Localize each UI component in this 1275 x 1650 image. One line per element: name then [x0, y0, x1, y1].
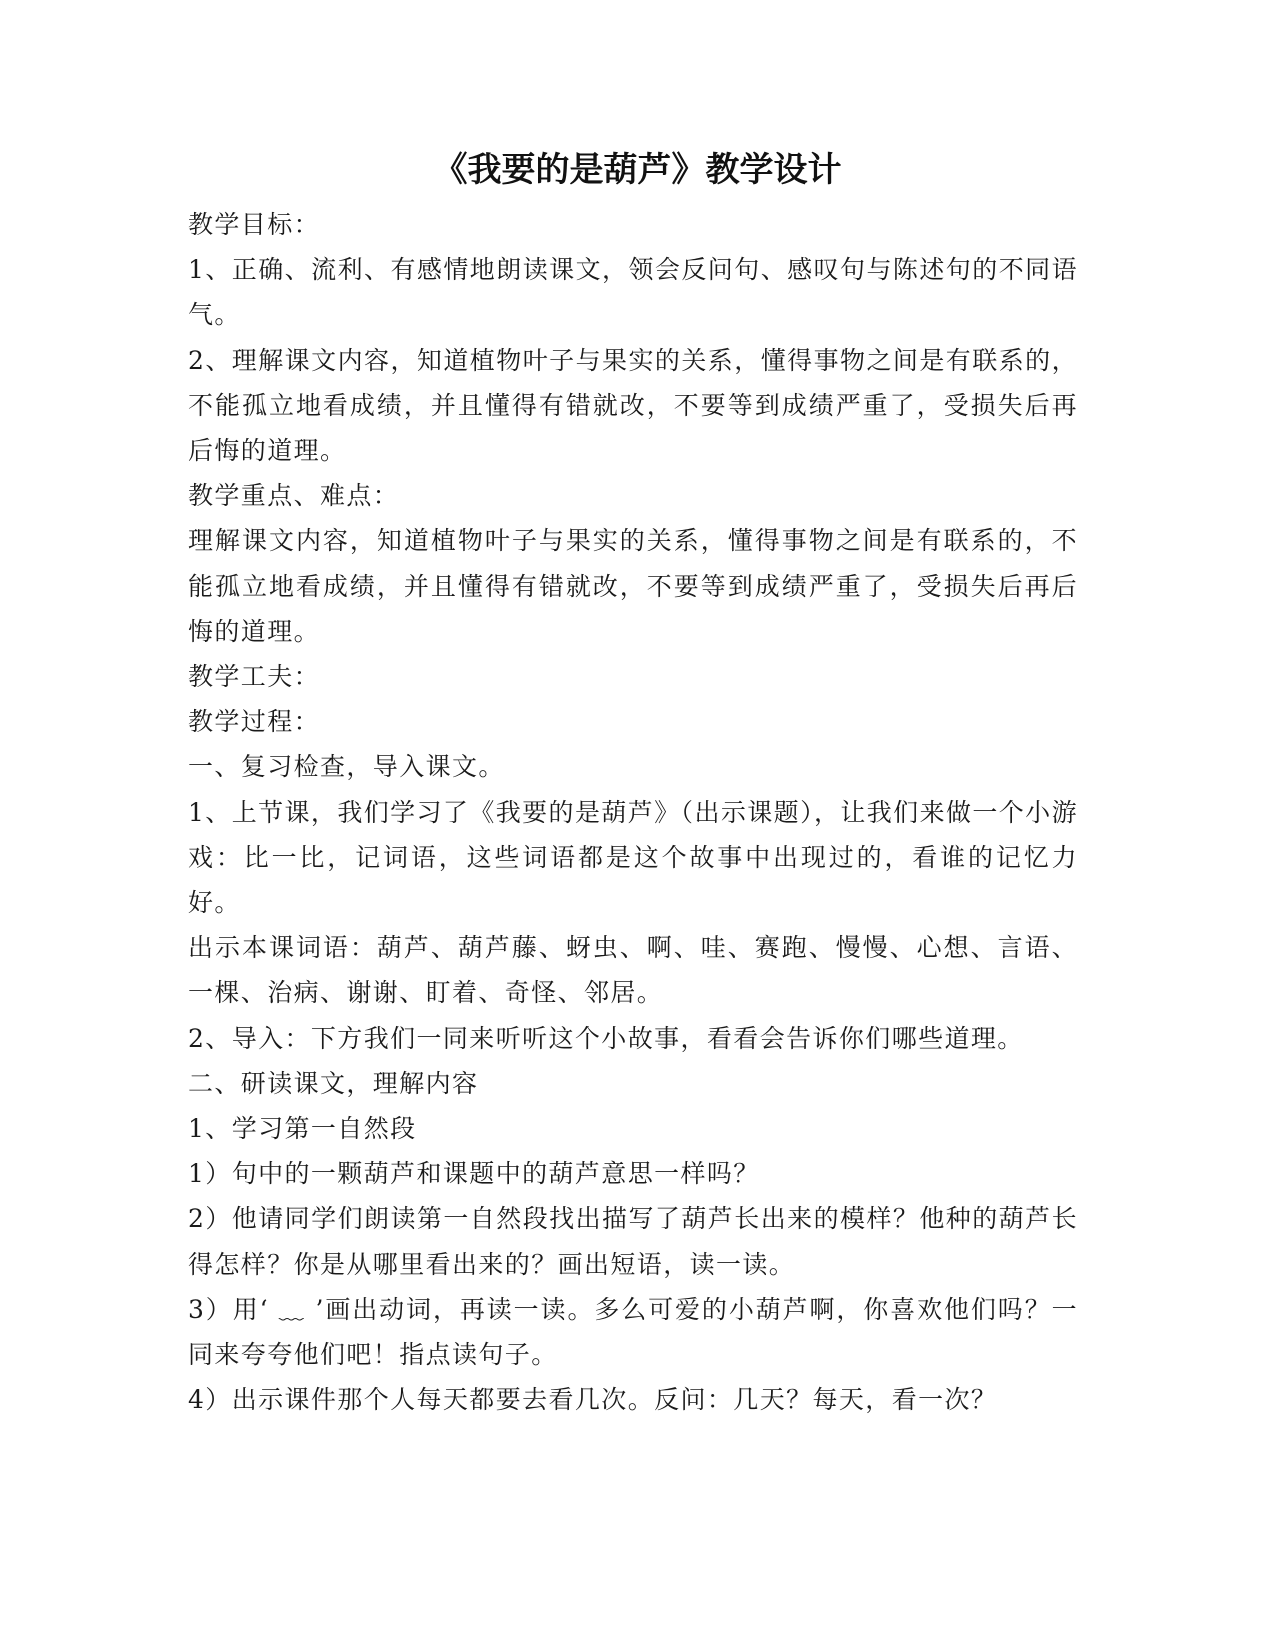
question-paragraph: 4）出示课件那个人每天都要去看几次。反问：几天？每天，看一次？: [188, 1385, 998, 1415]
key-points-paragraph: 理解课文内容，知道植物叶子与果实的关系，懂得事物之间是有联系的，不能孤立地看成绩，并且懂得有错就改，不要等到成绩严重了，受损失后再后悔的道理。: [188, 526, 1078, 646]
process-paragraph: 1、上节课，我们学习了《我要的是葫芦》（出示课题），让我们来做一个小游戏：比一比，记词语，这些词语都是这个故事中出现过的，看谁的记忆力好。: [188, 797, 1078, 918]
process-subheading: 1、学习第一自然段: [188, 1114, 417, 1144]
question-paragraph: 3）用‘ ﹏ ’画出动词，再读一读。多么可爱的小葫芦啊，你喜欢他们吗？一同来夸夸他们吧！指点读句子。: [188, 1294, 1078, 1370]
process-step-heading-1: 一、复习检查，导入课文。: [188, 752, 505, 782]
section-heading-time: 教学工夫：: [188, 662, 321, 692]
section-heading-process: 教学过程：: [188, 707, 321, 737]
section-heading-objectives: 教学目标：: [188, 210, 321, 239]
objective-paragraph-1: 1、正确、流利、有感情地朗读课文，领会反问句、感叹句与陈述句的不同语气。: [188, 255, 1078, 330]
process-paragraph: 2、导入：下方我们一同来听听这个小故事，看看会告诉你们哪些道理。: [188, 1023, 1024, 1053]
objective-paragraph-2: 2、理解课文内容，知道植物叶子与果实的关系，懂得事物之间是有联系的，不能孤立地看成绩，并且懂得有错就改，不要等到成绩严重了，受损失后再后悔的道理。: [188, 345, 1078, 466]
question-paragraph: 2）他请同学们朗读第一自然段找出描写了葫芦长出来的模样？他种的葫芦长得怎样？你是从哪里看出来的？画出短语，读一读。: [188, 1204, 1078, 1279]
document-body: [188, 202, 1078, 1422]
process-step-heading-2: 二、研读课文，理解内容: [188, 1068, 479, 1098]
question-paragraph: 1）句中的一颗葫芦和课题中的葫芦意思一样吗？: [188, 1159, 760, 1189]
document-title: 《我要的是葫芦》教学设计: [433, 150, 842, 190]
vocabulary-paragraph: 出示本课词语：葫芦、葫芦藤、蚜虫、啊、哇、赛跑、慢慢、心想、言语、一棵、治病、谢谢、盯着、奇怪、邻居。: [188, 933, 1078, 1008]
section-heading-key-points: 教学重点、难点：: [188, 481, 400, 511]
